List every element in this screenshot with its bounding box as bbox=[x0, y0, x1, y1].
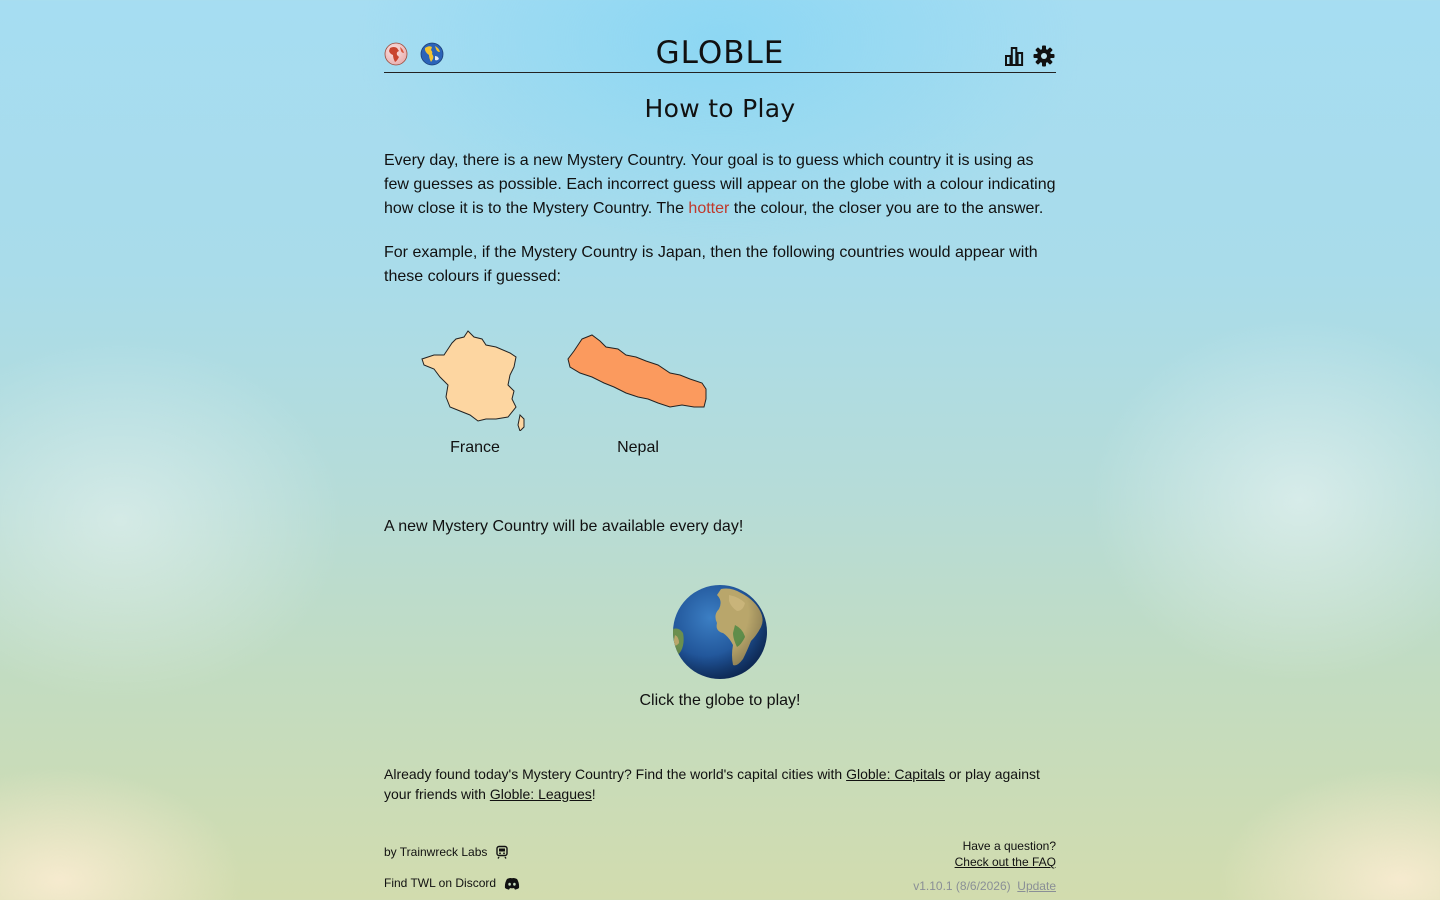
train-icon[interactable] bbox=[495, 845, 509, 859]
how-to-play-heading: How to Play bbox=[644, 94, 796, 123]
discord-icon[interactable] bbox=[504, 877, 520, 890]
faq-link[interactable]: Check out the FAQ bbox=[954, 855, 1056, 869]
footer bbox=[384, 838, 1056, 900]
hotter-highlight: hotter bbox=[688, 200, 730, 217]
trainwreck-labs-row[interactable] bbox=[384, 844, 520, 860]
example-france bbox=[420, 327, 530, 457]
discord-link-text[interactable]: Find TWL on Discord bbox=[384, 876, 497, 890]
example-countries bbox=[384, 315, 1056, 485]
promo-text bbox=[384, 764, 1056, 804]
header bbox=[384, 0, 1056, 73]
footer-right bbox=[913, 838, 1056, 894]
globe-caption: Click the globe to play! bbox=[639, 692, 801, 709]
instructions-paragraph-1 bbox=[384, 149, 1056, 221]
gear-icon[interactable] bbox=[1032, 44, 1056, 68]
trainwreck-labs-credit[interactable]: by Trainwreck Labs bbox=[384, 845, 488, 859]
france-shape bbox=[420, 327, 530, 431]
promo-text-part: or play against your friends with bbox=[384, 766, 1040, 802]
stats-icon[interactable] bbox=[1002, 44, 1026, 68]
promo-text-part: ! bbox=[591, 786, 596, 802]
france-outline bbox=[422, 331, 516, 421]
daily-note: A new Mystery Country will be available every day! bbox=[384, 518, 744, 535]
instructions-text: Every day, there is a new Mystery Country. Your goal is to guess which country it is using as few guesses as possible. Each incorrect guess will appear on the globe with a colour indicating how close it is to the Mystery Country. The bbox=[384, 152, 1056, 217]
footer-left bbox=[384, 844, 520, 891]
nepal-shape bbox=[566, 327, 710, 431]
update-link[interactable]: Update bbox=[1017, 879, 1056, 893]
example-france-label: France bbox=[450, 439, 500, 456]
globe-section bbox=[384, 585, 1056, 710]
version-text: v1.10.1 (8/6/2026) bbox=[913, 879, 1011, 893]
discord-row[interactable] bbox=[384, 875, 520, 891]
example-nepal bbox=[566, 327, 710, 457]
question-text: Have a question? bbox=[962, 839, 1056, 853]
globle-capitals-link[interactable]: Globle: Capitals bbox=[846, 766, 945, 782]
instructions-text: the colour, the closer you are to the answer. bbox=[729, 200, 1044, 217]
promo-text-part: Already found today's Mystery Country? Find the world's capital cities with bbox=[384, 766, 847, 782]
globe-play-button[interactable] bbox=[673, 585, 767, 679]
globle-leagues-link[interactable]: Globle: Leagues bbox=[489, 786, 592, 802]
app-title: GLOBLE bbox=[655, 35, 785, 71]
page bbox=[384, 0, 1056, 900]
corsica-outline bbox=[518, 415, 524, 431]
example-nepal-label: Nepal bbox=[617, 439, 659, 456]
instructions-paragraph-2: For example, if the Mystery Country is Japan, then the following countries would appear with these colours if guessed: bbox=[384, 244, 1038, 285]
nepal-outline bbox=[568, 335, 706, 407]
header-right-icons bbox=[1002, 44, 1056, 68]
version-row bbox=[913, 878, 1056, 894]
